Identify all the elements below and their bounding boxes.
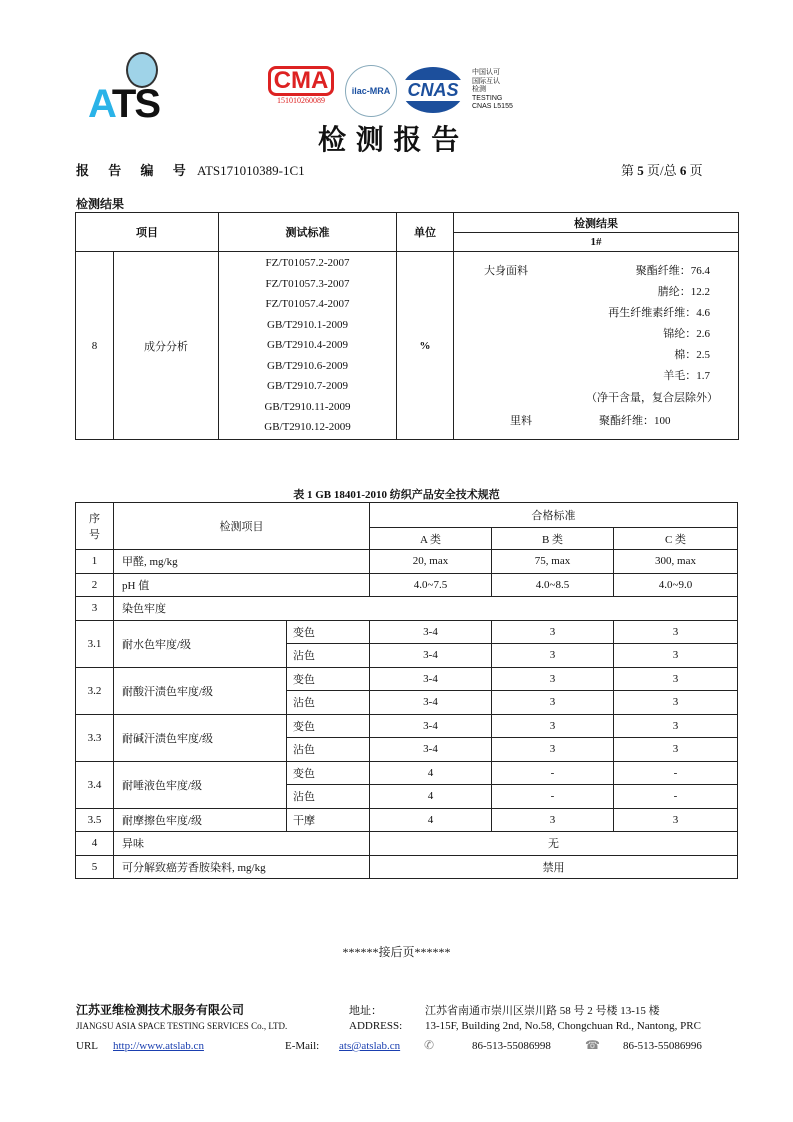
table-row	[76, 761, 738, 785]
cell: 沾色	[287, 644, 370, 668]
cnas-text: CNAS	[400, 80, 466, 101]
header-test-item: 检测项目	[114, 503, 370, 550]
address-label-en: ADDRESS:	[349, 1020, 403, 1032]
table-row	[76, 573, 738, 597]
cell: 沾色	[287, 691, 370, 715]
fibre-item: 羊毛：1.7	[663, 369, 710, 382]
lining-label: 里料	[510, 414, 532, 427]
cell: -	[492, 785, 614, 809]
cell: 3	[614, 738, 738, 762]
cell: 3	[492, 620, 614, 644]
cell: 3	[614, 620, 738, 644]
table-row	[76, 714, 738, 738]
table-row	[76, 597, 738, 621]
table-row	[76, 550, 738, 574]
cma-number: 151010260089	[277, 96, 325, 105]
cell: 4.0~8.5	[492, 573, 614, 597]
standard-item: GB/T2910.12-2009	[264, 421, 351, 434]
cell: 3	[76, 597, 114, 621]
page-mid: 页/总	[647, 163, 677, 178]
cnas-side-line: TESTING	[472, 94, 503, 102]
phone-icon: ✆	[424, 1038, 435, 1052]
fax-number: 86-513-55086996	[623, 1040, 702, 1052]
cell: 4	[370, 761, 492, 785]
cell: 3-4	[370, 620, 492, 644]
url-label: URL	[76, 1040, 98, 1052]
page-suffix: 页	[689, 163, 703, 178]
page-total: 6	[679, 163, 687, 178]
cell: 4	[370, 808, 492, 832]
cell: 3	[492, 644, 614, 668]
header-unit: 单位	[397, 213, 454, 252]
standards-list	[219, 252, 397, 440]
cell: 无	[370, 832, 738, 856]
cell: 3.3	[76, 714, 114, 761]
cell: 3	[614, 667, 738, 691]
cell: pH 值	[114, 573, 370, 597]
table-row	[76, 855, 738, 879]
cell: 3	[492, 714, 614, 738]
cell: 沾色	[287, 738, 370, 762]
cell: 干摩	[287, 808, 370, 832]
cell: 可分解致癌芳香胺染料, mg/kg	[114, 855, 370, 879]
cell: 3-4	[370, 691, 492, 715]
standard-item: GB/T2910.4-2009	[267, 339, 348, 352]
header-no: 序号	[76, 503, 114, 550]
cell: 沾色	[287, 785, 370, 809]
address-en: 13-15F, Building 2nd, No.58, Chongchuan Rd., Nantong, PRC	[425, 1020, 701, 1032]
standard-item: FZ/T01057.2-2007	[265, 257, 350, 270]
header-item: 项目	[76, 213, 219, 252]
cell: 20, max	[370, 550, 492, 574]
composition-cell	[454, 252, 739, 440]
cell: 4.0~9.0	[614, 573, 738, 597]
fibre-item: 腈纶：12.2	[657, 285, 710, 298]
cell: 耐碱汗渍色牢度/级	[114, 714, 287, 761]
shell-fibres	[608, 261, 710, 387]
fibre-item: 聚酯纤维：76.4	[635, 264, 710, 277]
cell: -	[492, 761, 614, 785]
report-number-label: 报 告 编 号	[76, 163, 194, 178]
cell: 3	[614, 691, 738, 715]
row-unit: %	[397, 252, 454, 440]
fax-icon: ☎	[585, 1038, 600, 1052]
ilac-text: ilac-MRA	[351, 86, 391, 96]
page-number	[621, 160, 703, 179]
company-cn: 江苏亚维检测技术服务有限公司	[76, 1003, 245, 1017]
cell: -	[614, 785, 738, 809]
phone-number: 86-513-55086998	[472, 1040, 551, 1052]
cell: 3-4	[370, 667, 492, 691]
email-label: E-Mail:	[285, 1040, 320, 1052]
cell: 变色	[287, 761, 370, 785]
spec-caption: 表 1 GB 18401-2010 纺织产品安全技术规范	[293, 489, 500, 501]
ats-logo	[88, 52, 193, 126]
cnas-side-line: 国际互认	[472, 77, 500, 85]
cell: 3	[492, 738, 614, 762]
cell: 甲醛, mg/kg	[114, 550, 370, 574]
row-item: 成分分析	[114, 252, 219, 440]
standard-item: GB/T2910.6-2009	[267, 359, 348, 372]
table-row	[76, 832, 738, 856]
email-link[interactable]: ats@atslab.cn	[339, 1040, 401, 1052]
cell: 75, max	[492, 550, 614, 574]
cell: 3.2	[76, 667, 114, 714]
page-title: 检 测 报 告	[318, 123, 460, 156]
cell: 染色牢度	[114, 597, 738, 621]
fibre-item: 再生纤维素纤维：4.6	[608, 306, 710, 319]
cell: 3	[614, 808, 738, 832]
results-table	[75, 212, 739, 440]
fibre-item: 棉：2.5	[674, 348, 710, 361]
cell: 3-4	[370, 714, 492, 738]
cell: -	[614, 761, 738, 785]
cell: 变色	[287, 667, 370, 691]
cell: 5	[76, 855, 114, 879]
cell: 3	[492, 667, 614, 691]
cell: 异味	[114, 832, 370, 856]
header-standard: 测试标准	[219, 213, 397, 252]
cell: 耐水色牢度/级	[114, 620, 287, 667]
cell: 4	[370, 785, 492, 809]
cell: 3	[614, 714, 738, 738]
cell: 4.0~7.5	[370, 573, 492, 597]
ats-logo-text: ATS	[88, 82, 160, 126]
cell: 耐唾液色牢度/级	[114, 761, 287, 808]
continued-note: ******接后页******	[342, 945, 451, 959]
shell-label: 大身面料	[484, 264, 528, 277]
cnas-side-line: 中国认可	[472, 69, 500, 76]
standard-item: GB/T2910.1-2009	[267, 318, 348, 331]
header-sample: 1#	[454, 233, 739, 252]
report-number-value: ATS171010389-1C1	[197, 163, 305, 178]
company-en: JIANGSU ASIA SPACE TESTING SERVICES Co., LTD.	[76, 1021, 288, 1031]
header-class-a: A 类	[370, 528, 492, 550]
cell: 3-4	[370, 738, 492, 762]
standard-item: FZ/T01057.3-2007	[265, 277, 350, 290]
header-result: 检测结果	[454, 213, 739, 233]
table-row	[76, 620, 738, 644]
lining-value: 聚酯纤维：100	[599, 414, 671, 427]
cell: 耐酸汗渍色牢度/级	[114, 667, 287, 714]
header-standard: 合格标准	[370, 503, 738, 528]
cnas-side-line: 检测	[472, 86, 486, 93]
website-link[interactable]: http://www.atslab.cn	[113, 1040, 204, 1052]
table-row	[76, 667, 738, 691]
cnas-side-line: CNAS L5155	[472, 103, 513, 110]
address-label-cn: 地址：	[349, 1005, 382, 1017]
cma-logo	[268, 66, 334, 105]
cell: 3	[614, 644, 738, 668]
composition-note: （净干含量，复合层除外）	[586, 391, 718, 404]
report-number	[76, 160, 305, 179]
ilac-logo	[345, 65, 397, 117]
cell: 3.4	[76, 761, 114, 808]
section-title: 检测结果	[76, 197, 125, 211]
cell: 1	[76, 550, 114, 574]
page-current: 5	[637, 163, 644, 178]
cell: 4	[76, 832, 114, 856]
cell: 禁用	[370, 855, 738, 879]
address-cn: 江苏省南通市崇川区崇川路 58 号 2 号楼 13-15 楼	[425, 1005, 660, 1017]
cell: 变色	[287, 620, 370, 644]
cma-text: CMA	[268, 66, 334, 96]
fibre-item: 锦纶：2.6	[663, 327, 710, 340]
standard-item: GB/T2910.7-2009	[267, 380, 348, 393]
cell: 3	[492, 808, 614, 832]
page-prefix: 第	[621, 163, 635, 178]
cell: 3-4	[370, 644, 492, 668]
standard-item: GB/T2910.11-2009	[264, 400, 351, 413]
cell: 3	[492, 691, 614, 715]
header-class-b: B 类	[492, 528, 614, 550]
cell: 3.1	[76, 620, 114, 667]
standard-item: FZ/T01057.4-2007	[265, 298, 350, 311]
cnas-side-text	[472, 69, 513, 112]
table-row	[76, 808, 738, 832]
spec-table	[75, 502, 738, 879]
header-class-c: C 类	[614, 528, 738, 550]
row-number: 8	[76, 252, 114, 440]
cell: 2	[76, 573, 114, 597]
cell: 变色	[287, 714, 370, 738]
cell: 3.5	[76, 808, 114, 832]
cell: 300, max	[614, 550, 738, 574]
cell: 耐摩擦色牢度/级	[114, 808, 287, 832]
